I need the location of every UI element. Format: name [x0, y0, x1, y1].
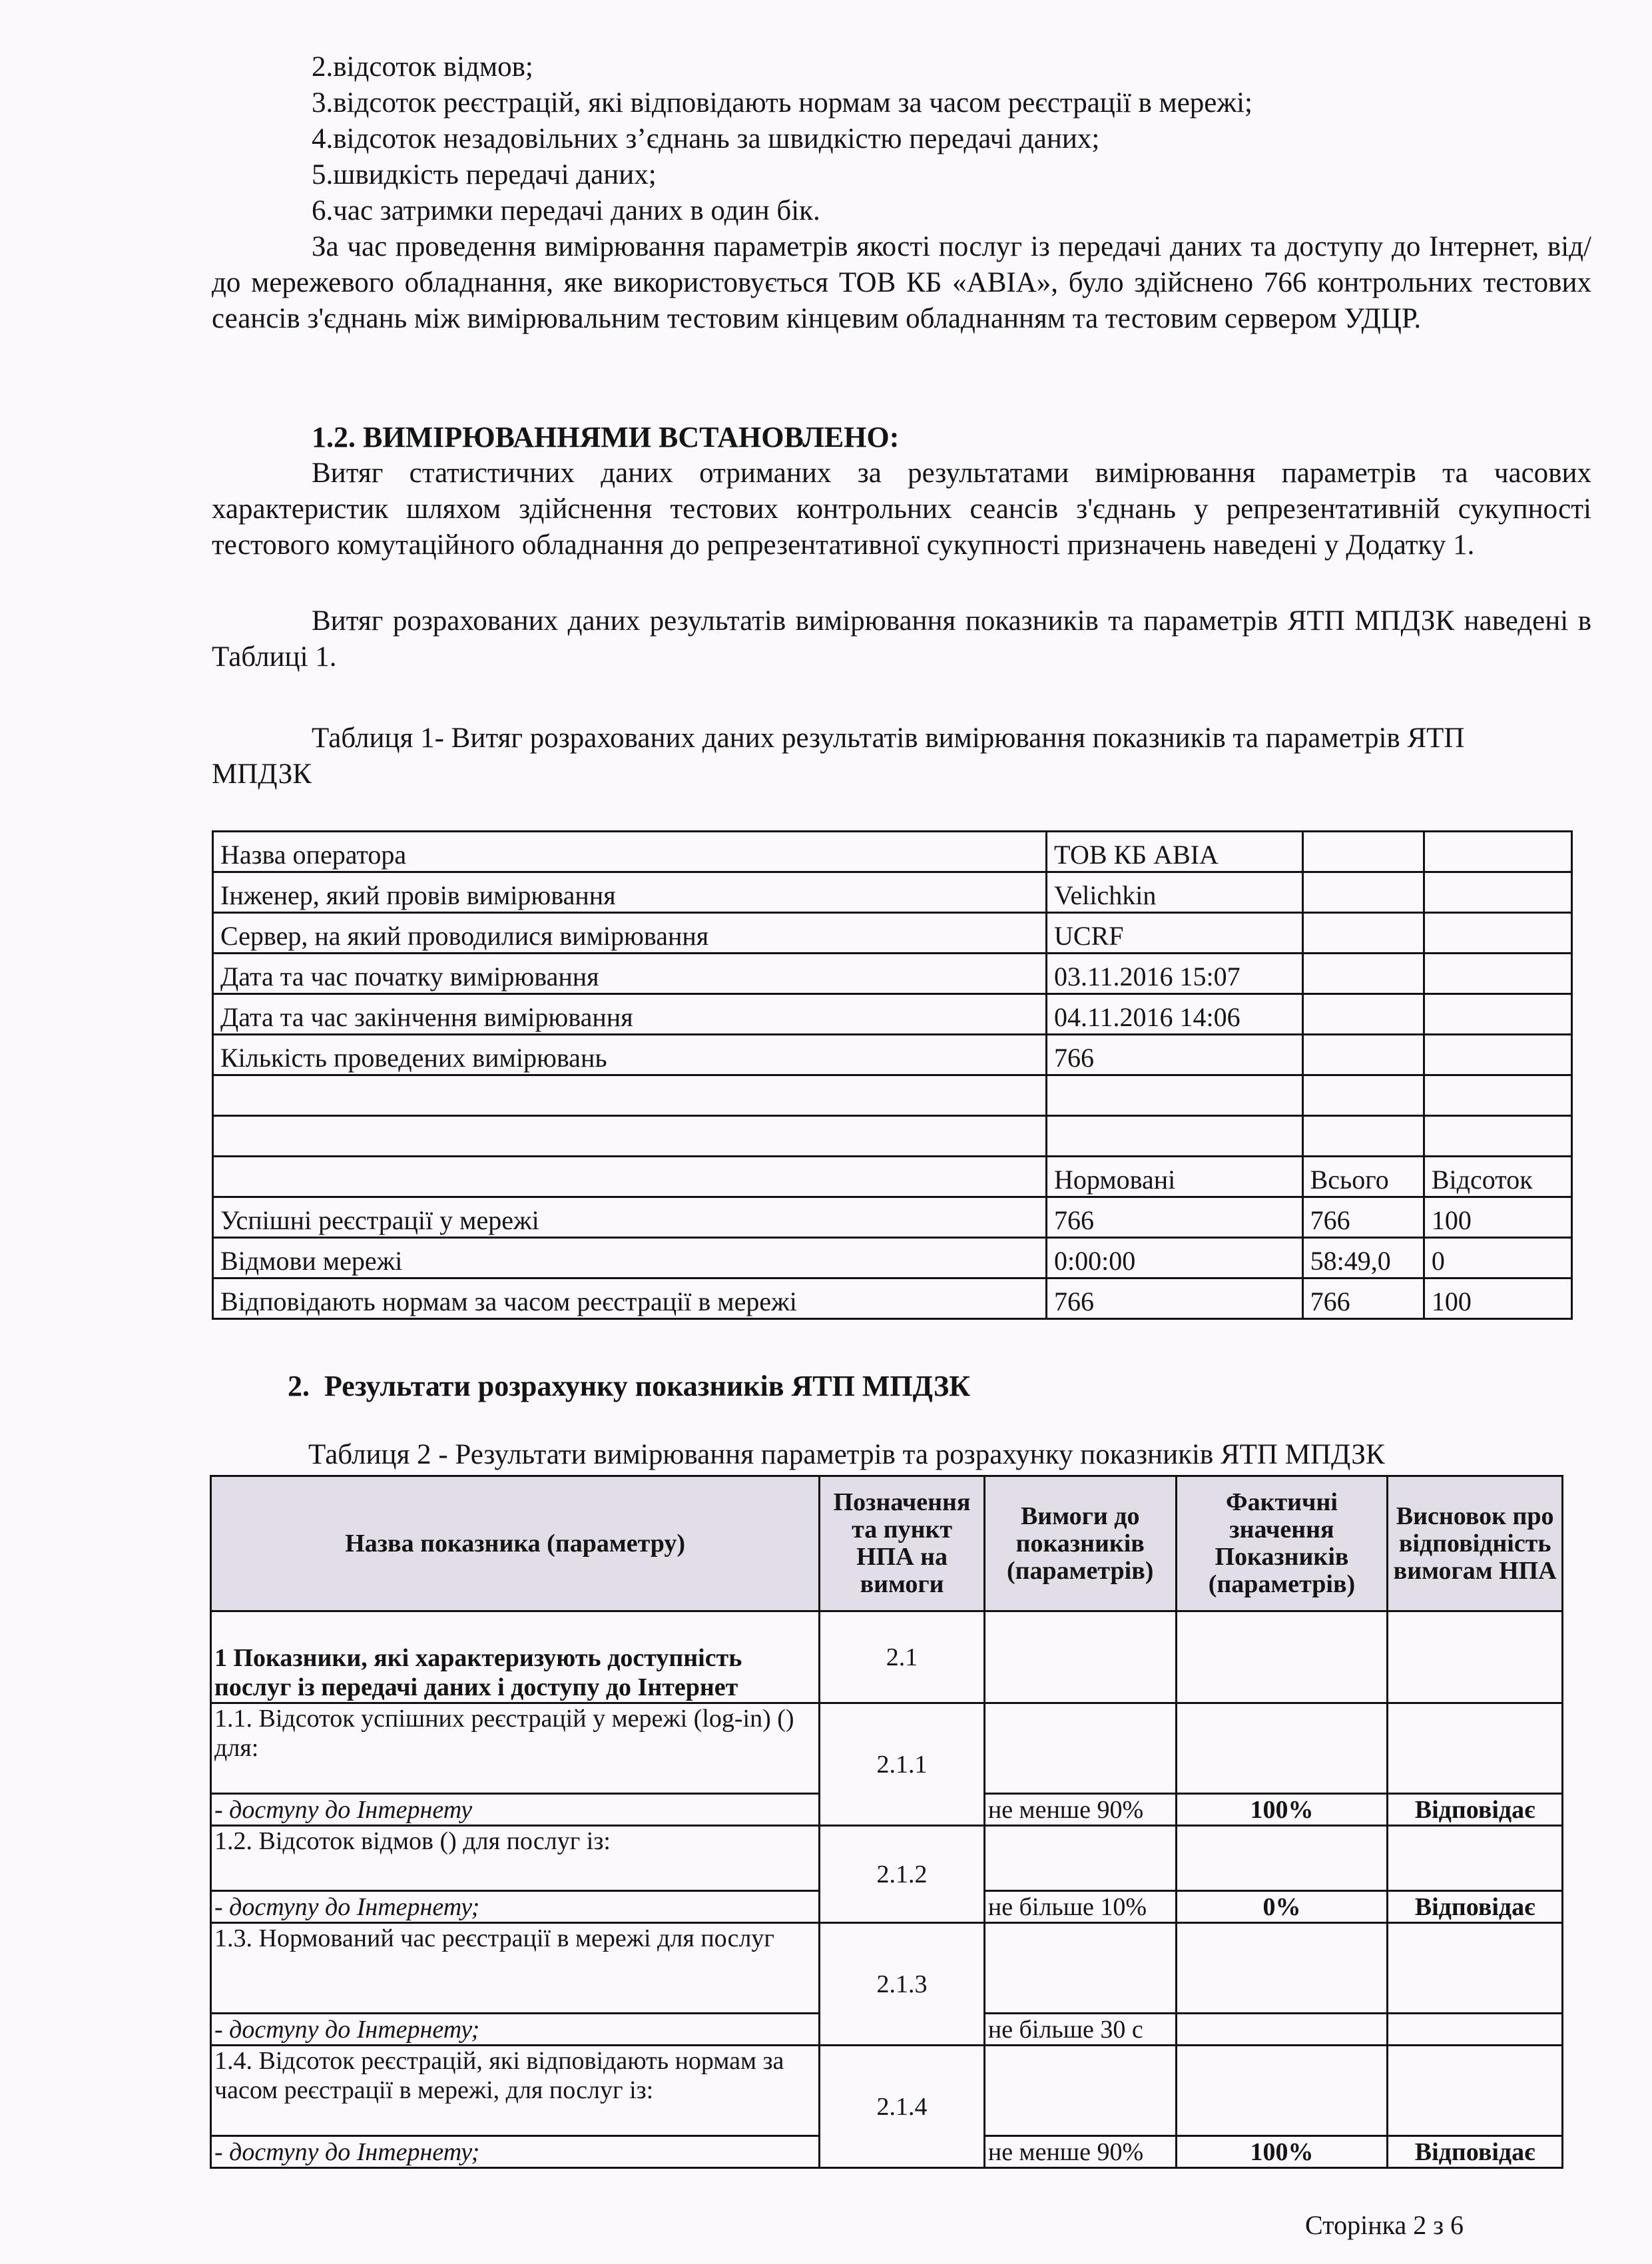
- table2-caption: Таблиця 2 - Результати вимірювання параметрів та розрахунку показників ЯТП МПДЗК: [308, 1439, 1385, 1470]
- info-value: 03.11.2016 15:07: [1047, 954, 1303, 994]
- stat-percent: 100: [1424, 1197, 1571, 1238]
- indicator-subitem: - доступу до Інтернету;: [211, 2136, 820, 2168]
- empty-cell: [1302, 994, 1424, 1035]
- indicator-ref: 2.1.1: [820, 1703, 985, 1826]
- empty-cell: [1388, 1923, 1563, 2014]
- empty-cell: [1302, 1035, 1424, 1075]
- section-1-2-paragraph-1: Витяг статистичних даних отриманих за результатами вимірювання параметрів та часових характеристик шляхом здійснення тестових контрольних сеансів з'єднань у репрезентативній сукупності тестового комутаційного обладнання до репрезентативної сукупності призначень наведені у Додатку 1.: [212, 457, 1591, 561]
- indicator-ref: 2.1.4: [820, 2046, 985, 2168]
- table-row: [213, 994, 1572, 1035]
- intro-list-item: 5.швидкість передачі даних;: [312, 159, 657, 190]
- column-header-ref: Позначення та пункт НПА на вимоги: [820, 1476, 985, 1611]
- column-header-actual: Фактичні значення Показників (параметрів): [1176, 1476, 1388, 1611]
- table2-row: [211, 1826, 1563, 1891]
- conclusion-value: Відповідає: [1388, 1794, 1563, 1826]
- requirement-value: не менше 90%: [984, 1794, 1176, 1826]
- empty-cell: [1176, 1611, 1388, 1703]
- table-row: [213, 954, 1572, 994]
- empty-cell: [1302, 832, 1424, 872]
- table-row: [213, 872, 1572, 913]
- empty-cell: [1176, 1703, 1388, 1794]
- intro-list-item: 3.відсоток реєстрацій, які відповідають нормам за часом реєстрації в мережі;: [312, 87, 1252, 119]
- conclusion-value: Відповідає: [1388, 1891, 1563, 1923]
- stat-percent: 100: [1424, 1278, 1571, 1319]
- table-2: [210, 1475, 1563, 2169]
- empty-cell: [1424, 872, 1571, 913]
- empty-cell: [1302, 1075, 1424, 1116]
- stat-label: Відмови мережі: [213, 1238, 1047, 1278]
- indicator-subitem: - доступу до Інтернету: [211, 1794, 820, 1826]
- info-value: Velichkin: [1047, 872, 1303, 913]
- table-row: [213, 1035, 1572, 1075]
- intro-list-item: 2.відсоток відмов;: [312, 51, 533, 83]
- empty-cell: [984, 1703, 1176, 1794]
- column-header-conclusion: Висновок про відповідність вимогам НПА: [1388, 1476, 1563, 1611]
- section-2-heading: 2. Результати розрахунку показників ЯТП МПДЗК: [288, 1370, 971, 1402]
- indicator-ref: 2.1.3: [820, 1923, 985, 2046]
- empty-cell: [1047, 1075, 1303, 1116]
- table1-caption: Таблиця 1- Витяг розрахованих даних результатів вимірювання показників та параметрів ЯТП МПДЗК: [212, 722, 1465, 790]
- table-1: [212, 830, 1573, 1320]
- empty-cell: [1388, 1703, 1563, 1794]
- empty-cell: [1424, 994, 1571, 1035]
- stat-total: 58:49,0: [1302, 1238, 1424, 1278]
- table2-row: [211, 1923, 1563, 2014]
- indicator-subitem: - доступу до Інтернету;: [211, 1891, 820, 1923]
- actual-value: [1176, 2014, 1388, 2046]
- empty-cell: [1424, 1116, 1571, 1157]
- table-row-empty: [213, 1116, 1572, 1157]
- stat-normed: 0:00:00: [1047, 1238, 1303, 1278]
- actual-value: 100%: [1176, 2136, 1388, 2168]
- column-header-normed: Нормовані: [1047, 1157, 1303, 1197]
- stat-label: Відповідають нормам за часом реєстрації в мережі: [213, 1278, 1047, 1319]
- empty-cell: [1424, 1075, 1571, 1116]
- empty-cell: [1302, 1116, 1424, 1157]
- column-header-requirement: Вимоги до показників (параметрів): [984, 1476, 1176, 1611]
- requirement-value: не менше 90%: [984, 2136, 1176, 2168]
- table-row: [213, 1197, 1572, 1238]
- intro-list-item: 6.час затримки передачі даних в один бік.: [312, 195, 820, 226]
- table2-group-row: [211, 1611, 1563, 1703]
- indicator-ref: 2.1.2: [820, 1826, 985, 1923]
- info-label: Кількість проведених вимірювань: [213, 1035, 1047, 1075]
- table-row: [213, 1278, 1572, 1319]
- indicator-name: 1.1. Відсоток успішних реєстрацій у мережі (log-in) () для:: [211, 1703, 820, 1794]
- column-header-name: Назва показника (параметру): [211, 1476, 820, 1611]
- indicator-name: 1.4. Відсоток реєстрацій, які відповідають нормам за часом реєстрації в мережі, для послуг із:: [211, 2046, 820, 2136]
- info-label: Дата та час початку вимірювання: [213, 954, 1047, 994]
- indicator-subitem: - доступу до Інтернету;: [211, 2014, 820, 2046]
- empty-cell: [1302, 872, 1424, 913]
- intro-list-item: 4.відсоток незадовільних з’єднань за швидкістю передачі даних;: [312, 123, 1100, 154]
- stat-percent: 0: [1424, 1238, 1571, 1278]
- info-value: ТОВ КБ АВІА: [1047, 832, 1303, 872]
- table-row-empty: [213, 1075, 1572, 1116]
- requirement-value: не більше 30 с: [984, 2014, 1176, 2046]
- conclusion-value: Відповідає: [1388, 2136, 1563, 2168]
- group-ref: 2.1: [820, 1611, 985, 1703]
- indicator-name: 1.2. Відсоток відмов () для послуг із:: [211, 1826, 820, 1891]
- empty-cell: [213, 1075, 1047, 1116]
- info-label: Сервер, на який проводилися вимірювання: [213, 913, 1047, 954]
- page-number: Сторінка 2 з 6: [1305, 2210, 1464, 2240]
- indicator-name: 1.3. Нормований час реєстрації в мережі для послуг: [211, 1923, 820, 2014]
- empty-cell: [1302, 913, 1424, 954]
- empty-cell: [1176, 1923, 1388, 2014]
- empty-cell: [984, 1923, 1176, 2014]
- empty-cell: [1047, 1116, 1303, 1157]
- info-label: Дата та час закінчення вимірювання: [213, 994, 1047, 1035]
- table-row: [213, 1238, 1572, 1278]
- conclusion-value: [1388, 2014, 1563, 2046]
- empty-cell: [984, 1826, 1176, 1891]
- actual-value: 100%: [1176, 1794, 1388, 1826]
- empty-cell: [1424, 1035, 1571, 1075]
- stat-total: 766: [1302, 1197, 1424, 1238]
- stat-label: Успішні реєстрації у мережі: [213, 1197, 1047, 1238]
- table-row: [213, 832, 1572, 872]
- stat-normed: 766: [1047, 1278, 1303, 1319]
- empty-cell: [1388, 1611, 1563, 1703]
- stats-header-row: [213, 1157, 1572, 1197]
- info-value: 04.11.2016 14:06: [1047, 994, 1303, 1035]
- empty-cell: [984, 2046, 1176, 2136]
- info-label: Назва оператора: [213, 832, 1047, 872]
- actual-value: 0%: [1176, 1891, 1388, 1923]
- column-header-percent: Відсоток: [1424, 1157, 1571, 1197]
- group-name: 1 Показники, які характеризують доступність послуг із передачі даних і доступу до Інтернет: [211, 1611, 820, 1703]
- stat-total: 766: [1302, 1278, 1424, 1319]
- empty-cell: [213, 1157, 1047, 1197]
- stat-normed: 766: [1047, 1197, 1303, 1238]
- empty-cell: [1388, 2046, 1563, 2136]
- info-value: 766: [1047, 1035, 1303, 1075]
- intro-paragraph: За час проведення вимірювання параметрів якості послуг із передачі даних та доступу до Інтернет, від/до мережевого обладнання, яке використовується ТОВ КБ «АВІА», було здійснено 766 контрольних тестових сеансів з'єднань між вимірювальним тестовим кінцевим обладнанням та тестовим сервером УДЦР.: [212, 231, 1591, 334]
- empty-cell: [1302, 954, 1424, 994]
- table2-row: [211, 1703, 1563, 1794]
- empty-cell: [984, 1611, 1176, 1703]
- empty-cell: [1424, 832, 1571, 872]
- requirement-value: не більше 10%: [984, 1891, 1176, 1923]
- empty-cell: [1424, 913, 1571, 954]
- empty-cell: [213, 1116, 1047, 1157]
- info-value: UCRF: [1047, 913, 1303, 954]
- section-1-2-paragraph-2: Витяг розрахованих даних результатів вимірювання показників та параметрів ЯТП МПДЗК наведені в Таблиці 1.: [212, 605, 1591, 673]
- table2-header-row: [211, 1476, 1563, 1611]
- empty-cell: [1424, 954, 1571, 994]
- info-label: Інженер, який провів вимірювання: [213, 872, 1047, 913]
- empty-cell: [1176, 2046, 1388, 2136]
- table2-row: [211, 2046, 1563, 2136]
- empty-cell: [1176, 1826, 1388, 1891]
- section-1-2-heading: 1.2. ВИМІРЮВАННЯМИ ВСТАНОВЛЕНО:: [312, 421, 900, 453]
- column-header-total: Всього: [1302, 1157, 1424, 1197]
- table-row: [213, 913, 1572, 954]
- empty-cell: [1388, 1826, 1563, 1891]
